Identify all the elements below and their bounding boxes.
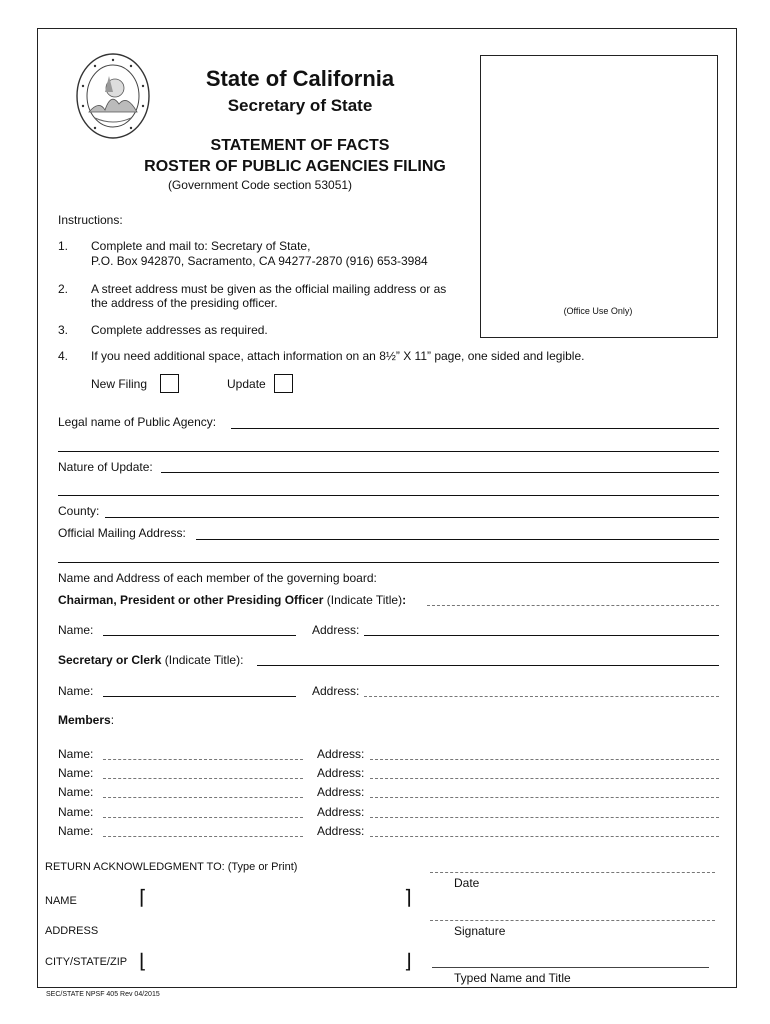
- bracket-top-left-icon: ⌈: [139, 885, 147, 909]
- member-name-field[interactable]: [103, 797, 303, 798]
- instruction-text: P.O. Box 942870, Sacramento, CA 94277-2870 (916) 653-3984: [91, 254, 428, 268]
- bracket-bottom-right-icon: ⌋: [404, 949, 412, 973]
- form-title-line1: STATEMENT OF FACTS: [210, 137, 390, 154]
- presiding-officer-colon: :: [402, 593, 407, 607]
- member-name-label: Name:: [58, 805, 94, 819]
- instruction-number: 3.: [58, 323, 69, 337]
- presiding-address-label: Address:: [312, 623, 360, 637]
- members-colon: :: [110, 713, 115, 727]
- date-field[interactable]: [430, 872, 715, 873]
- instruction-text: Complete and mail to: Secretary of State,: [91, 239, 311, 253]
- secretary-clerk-label: [58, 653, 243, 667]
- instructions-heading: Instructions:: [58, 213, 123, 227]
- typed-name-label: Typed Name and Title: [454, 971, 571, 985]
- member-address-field[interactable]: [370, 817, 719, 818]
- agency-title: State of California: [205, 66, 395, 91]
- nature-of-update-field[interactable]: [161, 472, 719, 473]
- member-name-label: Name:: [58, 824, 94, 838]
- member-address-field[interactable]: [370, 836, 719, 837]
- secretary-clerk-title-hint: (Indicate Title):: [161, 653, 244, 667]
- form-identifier: SEC/STATE NPSF 405 Rev 04/2015: [46, 991, 160, 998]
- update-checkbox[interactable]: [274, 374, 293, 393]
- member-name-field[interactable]: [103, 836, 303, 837]
- secretary-clerk-bold-text: Secretary or Clerk: [58, 653, 162, 667]
- secretary-name-field[interactable]: [103, 696, 296, 697]
- mailing-address-continuation-field[interactable]: [58, 562, 719, 563]
- return-city-state-zip-label: CITY/STATE/ZIP: [45, 956, 128, 968]
- presiding-name-label: Name:: [58, 623, 94, 637]
- member-name-field[interactable]: [103, 778, 303, 779]
- member-name-label: Name:: [58, 766, 94, 780]
- governing-board-heading: Name and Address of each member of the governing board:: [58, 571, 377, 585]
- member-name-label: Name:: [58, 747, 94, 761]
- signature-field[interactable]: [430, 920, 715, 921]
- member-address-label: Address:: [317, 805, 365, 819]
- new-filing-checkbox[interactable]: [160, 374, 179, 393]
- form-title-line2: ROSTER OF PUBLIC AGENCIES FILING: [144, 158, 446, 175]
- legal-name-continuation-field[interactable]: [58, 451, 719, 452]
- secretary-name-label: Name:: [58, 684, 94, 698]
- secretary-clerk-title-field[interactable]: [257, 665, 719, 666]
- return-address-label: ADDRESS: [45, 925, 99, 937]
- presiding-officer-title-field[interactable]: [427, 605, 719, 606]
- instruction-text: If you need additional space, attach information on an 8½” X 11” page, one sided and legible.: [91, 349, 585, 363]
- typed-name-field[interactable]: [432, 967, 709, 968]
- member-address-field[interactable]: [370, 778, 719, 779]
- office-use-label: (Office Use Only): [563, 306, 633, 316]
- return-ack-heading: RETURN ACKNOWLEDGMENT TO: (Type or Print): [45, 861, 298, 873]
- office-use-box: [480, 55, 718, 338]
- presiding-name-field[interactable]: [103, 635, 296, 636]
- mailing-address-label: Official Mailing Address:: [58, 526, 186, 540]
- member-name-field[interactable]: [103, 759, 303, 760]
- secretary-address-label: Address:: [312, 684, 360, 698]
- county-label: County:: [58, 504, 100, 518]
- member-address-field[interactable]: [370, 759, 719, 760]
- member-address-label: Address:: [317, 785, 365, 799]
- instruction-text: Complete addresses as required.: [91, 323, 268, 337]
- member-address-label: Address:: [317, 747, 365, 761]
- instruction-number: 1.: [58, 239, 69, 253]
- members-bold-text: Members: [58, 713, 111, 727]
- mailing-address-field[interactable]: [196, 539, 719, 540]
- secretary-address-field[interactable]: [364, 696, 719, 697]
- agency-subtitle: Secretary of State: [227, 96, 373, 115]
- member-name-label: Name:: [58, 785, 94, 799]
- instruction-number: 2.: [58, 282, 69, 296]
- new-filing-label: New Filing: [91, 377, 148, 391]
- presiding-address-field[interactable]: [364, 635, 719, 636]
- county-field[interactable]: [105, 517, 719, 518]
- member-name-field[interactable]: [103, 817, 303, 818]
- presiding-officer-bold-text: Chairman, President or other Presiding Officer: [58, 593, 324, 607]
- instruction-text: the address of the presiding officer.: [91, 296, 278, 310]
- legal-name-label: Legal name of Public Agency:: [58, 415, 217, 429]
- return-name-label: NAME: [45, 895, 77, 907]
- return-address-block[interactable]: [139, 885, 412, 973]
- member-address-field[interactable]: [370, 797, 719, 798]
- government-code-reference: (Government Code section 53051): [167, 178, 353, 192]
- signature-label: Signature: [454, 924, 506, 938]
- update-label: Update: [227, 377, 266, 391]
- bracket-bottom-left-icon: ⌊: [139, 949, 147, 973]
- legal-name-field[interactable]: [231, 428, 719, 429]
- instruction-text: A street address must be given as the official mailing address or as: [91, 282, 447, 296]
- state-seal-image: [75, 52, 151, 140]
- nature-of-update-label: Nature of Update:: [58, 460, 153, 474]
- member-address-label: Address:: [317, 824, 365, 838]
- bracket-top-right-icon: ⌉: [404, 885, 412, 909]
- members-heading: [58, 713, 114, 727]
- instruction-number: 4.: [58, 349, 69, 363]
- presiding-officer-label: [58, 593, 406, 607]
- member-address-label: Address:: [317, 766, 365, 780]
- nature-of-update-continuation-field[interactable]: [58, 495, 719, 496]
- presiding-officer-title-hint: (Indicate Title): [323, 593, 403, 607]
- date-label: Date: [454, 876, 480, 890]
